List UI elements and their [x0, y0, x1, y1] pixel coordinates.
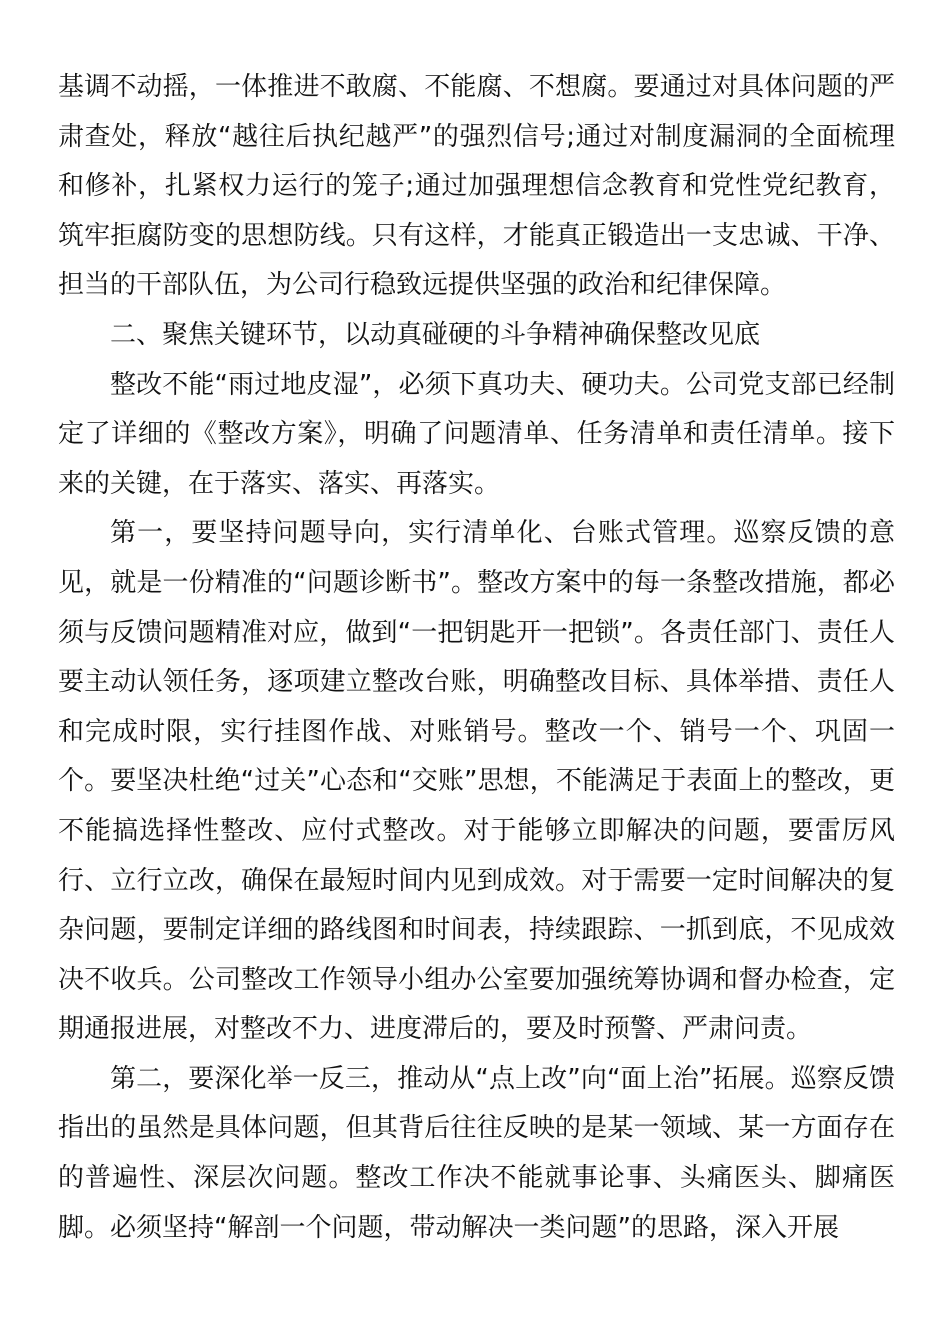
section-heading: 二、聚焦关键环节，以动真碰硬的斗争精神确保整改见底: [110, 319, 761, 350]
paragraph-continued: 基调不动摇，一体推进不敢腐、不能腐、不想腐。要通过对具体问题的严肃查处，释放“越往后执纪越严”的强烈信号;通过对制度漏洞的全面梳理和修补，扎紧权力运行的笼子;通过加强理想信念教育和党性党纪教育，筑牢拒腐防变的思想防线。只有这样，才能真正锻造出一支忠诚、干净、担当的干部队伍，为公司行稳致远提供坚强的政治和纪律保障。: [58, 72, 895, 301]
paragraph: 第二，要深化举一反三，推动从“点上改”向“面上治”拓展。巡察反馈指出的虽然是具体问题，但其背后往往反映的是某一领域、某一方面存在的普遍性、深层次问题。整改工作决不能就事论事、头痛医头、脚痛医脚。必须坚持“解剖一个问题，带动解决一类问题”的思路，深入开展: [58, 1063, 895, 1243]
paragraph: 第一，要坚持问题导向，实行清单化、台账式管理。巡察反馈的意见，就是一份精准的“问题诊断书”。整改方案中的每一条整改措施，都必须与反馈问题精准对应，做到“一把钥匙开一把锁”。各责任部门、责任人要主动认领任务，逐项建立整改台账，明确整改目标、具体举措、责任人和完成时限，实行挂图作战、对账销号。整改一个、销号一个、巩固一个。要坚决杜绝“过关”心态和“交账”思想，不能满足于表面上的整改，更不能搞选择性整改、应付式整改。对于能够立即解决的问题，要雷厉风行、立行立改，确保在最短时间内见到成效。对于需要一定时间解决的复杂问题，要制定详细的路线图和时间表，持续跟踪、一抓到底，不见成效决不收兵。公司整改工作领导小组办公室要加强统筹协调和督办检查，定期通报进展，对整改不力、进度滞后的，要及时预警、严肃问责。: [58, 518, 895, 1045]
paragraph: 整改不能“雨过地皮湿”，必须下真功夫、硬功夫。公司党支部已经制定了详细的《整改方案》，明确了问题清单、任务清单和责任清单。接下来的关键，在于落实、落实、再落实。: [58, 369, 895, 499]
